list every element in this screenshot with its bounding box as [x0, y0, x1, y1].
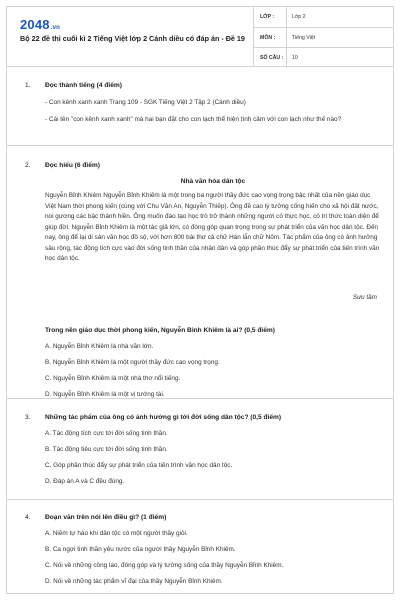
meta-key-class: LỚP : [260, 14, 275, 20]
question-line: - Cái tên "con kênh xanh xanh" mà hai bạn đặt cho con lạch thể hiện tình cảm với con lạch như thế nào? [45, 116, 342, 123]
question-number: 1. [25, 82, 31, 89]
meta-value-class: Lớp 2 [292, 14, 306, 20]
meta-key-count: SỐ CÂU : [260, 55, 284, 61]
question-4 [7, 501, 393, 594]
answer-option[interactable]: D. Nguyễn Bỉnh Khiêm là một vị tướng tài. [45, 391, 165, 398]
exam-title: Bộ 22 đề thi cuối kì 2 Tiếng Việt lớp 2 Cánh diều có đáp án - Đề 19 [20, 34, 245, 43]
answer-option[interactable]: C. Góp phần thúc đẩy sự phát triển của tiến trình văn học dân tộc. [45, 462, 233, 469]
question-title: Đoạn văn trên nói lên điều gì? (1 điểm) [45, 514, 167, 521]
passage-title: Nhà văn hóa dân tộc [180, 178, 246, 185]
answer-option[interactable]: C. Nguyễn Bỉnh Khiêm là một nhà thơ nổi tiếng. [45, 375, 181, 382]
answer-option[interactable]: B. Tác động tiêu cực tới đời sống tinh thần. [45, 446, 168, 453]
answer-option[interactable]: A. Tác động tích cực tới đời sống tinh thần. [45, 430, 168, 437]
meta-row-subject [254, 27, 394, 47]
question-3 [7, 400, 393, 500]
exam-page [6, 6, 394, 594]
sub-question-title: Trong nền giáo dục thời phong kiến, Nguyễn Bỉnh Khiêm là ai? (0,5 điểm) [45, 327, 275, 334]
logo-main: 2048 [20, 17, 50, 32]
answer-option[interactable]: A. Nguyễn Bỉnh Khiêm là nhà văn lớn. [45, 343, 154, 350]
site-logo[interactable] [20, 17, 60, 32]
exam-header [7, 7, 393, 67]
answer-option[interactable]: C. Nói về những công lao, đóng góp và lý tưởng sống của thầy Nguyễn Bỉnh Khiêm. [45, 562, 284, 569]
meta-value-count: 10 [292, 55, 298, 61]
passage-source: Sưu tầm [352, 294, 377, 301]
answer-option[interactable]: D. Nói về những tác phẩm vĩ đại của thầy Nguyễn Bỉnh Khiêm. [45, 578, 223, 585]
question-2 [7, 147, 393, 399]
meta-key-subject: MÔN : [260, 35, 276, 41]
question-title: Những tác phẩm của ông có ảnh hưởng gì tới đời sống dân tộc? (0,5 điểm) [45, 414, 282, 421]
meta-row-count [254, 47, 394, 67]
question-number: 2. [25, 162, 31, 169]
question-title: Đọc hiểu (6 điểm) [45, 162, 100, 169]
question-1 [7, 68, 393, 146]
question-number: 4. [25, 514, 31, 521]
logo-suffix: .vn [50, 25, 61, 31]
answer-option[interactable]: A. Niềm tự hào khi dân tộc có một người thầy giỏi. [45, 530, 188, 537]
question-line: - Con kênh xanh xanh Trang 109 - SGK Tiếng Việt 2 Tập 2 (Cánh diều) [45, 99, 246, 106]
exam-meta-table [253, 7, 393, 67]
passage-text: Nguyễn Bỉnh Khiêm Nguyễn Bỉnh Khiêm là một trong ba người thầy đức cao vọng trọng bậc nhất của nền giáo dục Việt Nam thời phong kiến (cùng với Chu Văn An, Nguyễn Thiếp). Ông đề cao lý tưởng cống hiến cho xã hội đất nước, noi gương các bậc thánh hiền. Ông muốn đào tạo học trò trở thành những người có thực học, có trí thức toàn diện để giúp đời. Nguyễn Bỉnh Khiêm là một tác giả lớn, có đóng góp quan trọng trong sự phát triển của văn học dân tộc. Đến nay, ông để lại di sản văn học đồ sộ, với hơn 800 bài thơ cả chữ Hán lẫn chữ Nôm. Tác phẩm của ông có ảnh hưởng sâu rộng, tác động tích cực vào đời sống tinh thần của nhân dân và góp phần thúc đẩy sự phát triển của tiến trình văn học dân tộc. [45, 192, 380, 262]
answer-option[interactable]: B. Nguyễn Bỉnh Khiêm là một người thầy đức cao vọng trọng. [45, 359, 220, 366]
answer-option[interactable]: D. Đáp án A và C đều đúng. [45, 478, 125, 485]
answer-option[interactable]: B. Ca ngợi tinh thần yêu nước của người thầy Nguyễn Bỉnh Khiêm. [45, 546, 236, 553]
question-number: 3. [25, 414, 31, 421]
meta-value-subject: Tiếng Việt [292, 35, 316, 41]
question-title: Đọc thành tiếng (4 điểm) [45, 82, 122, 89]
meta-row-class [254, 7, 394, 27]
